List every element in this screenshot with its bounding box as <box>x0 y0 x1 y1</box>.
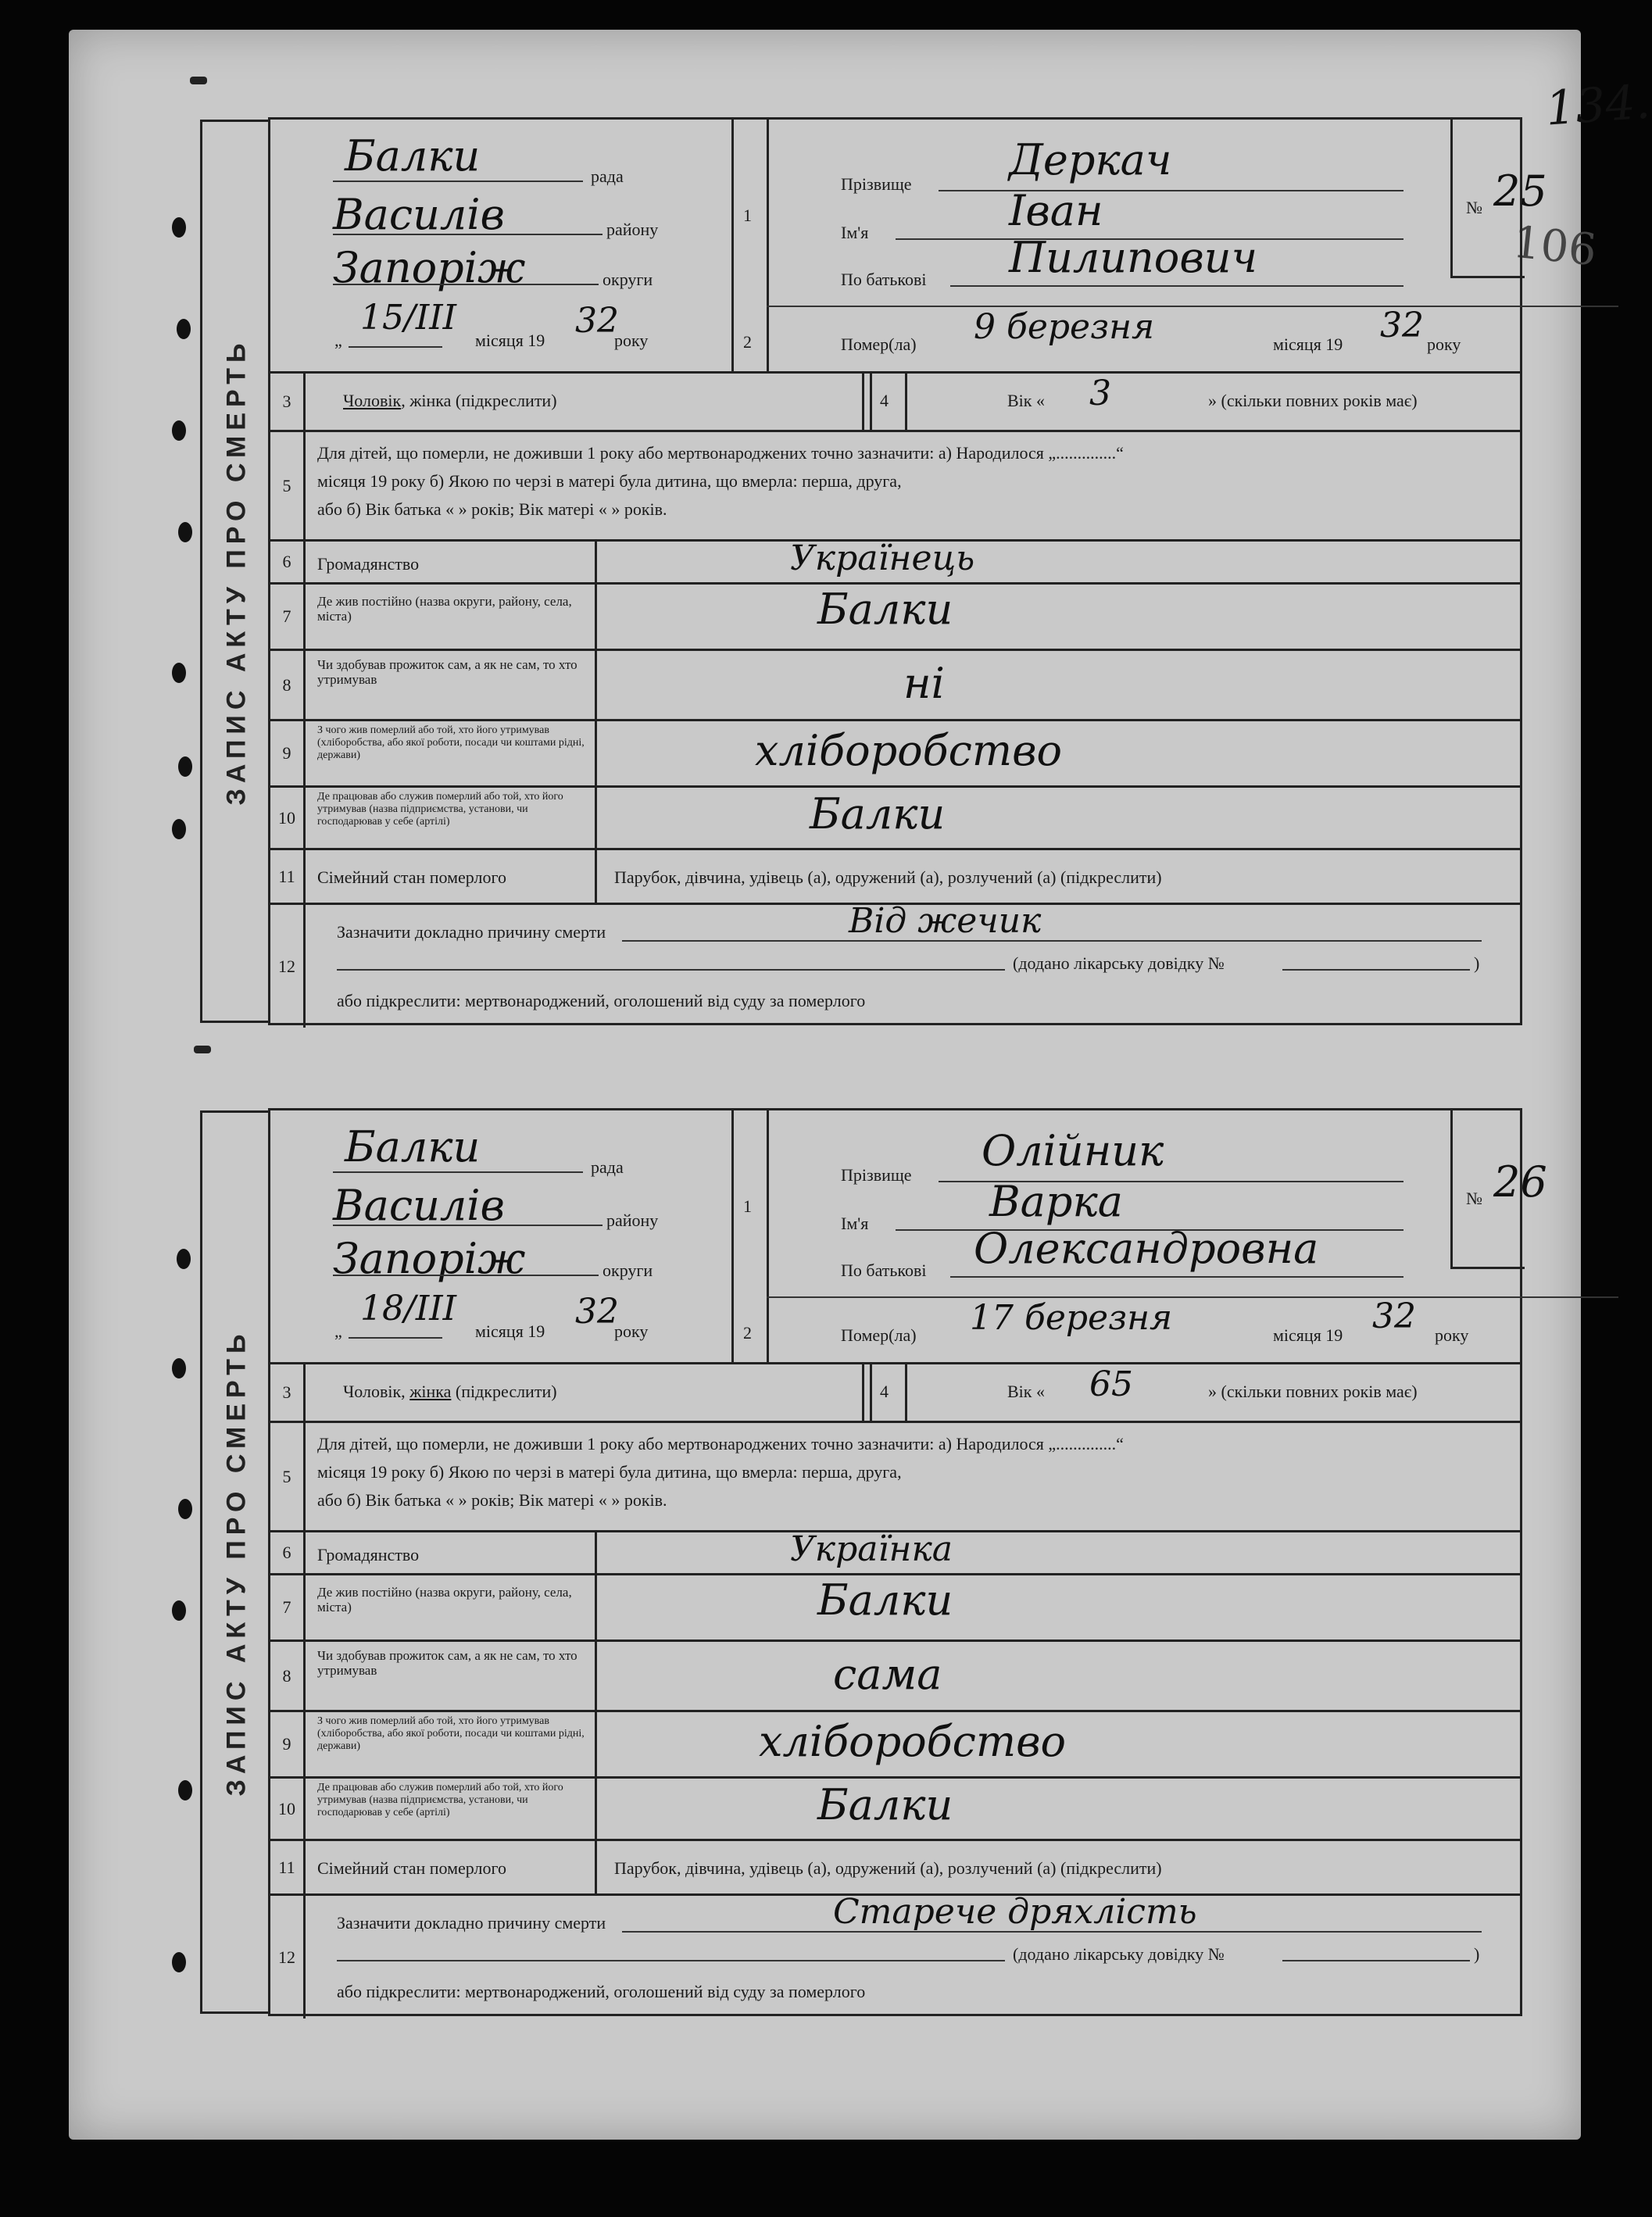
cause-of-death-row <box>270 901 1520 1028</box>
cause-of-death-row <box>270 1892 1520 2019</box>
citizenship-value: Українець <box>790 538 975 578</box>
marital-status-row <box>270 1841 1520 1896</box>
surname-value: Деркач <box>1009 135 1172 184</box>
certificate-label: (додано лікарську довідку № <box>1013 953 1225 973</box>
district-value: Василів <box>333 1181 505 1230</box>
surname-label: Прізвище <box>841 1165 912 1185</box>
document-page <box>69 30 1652 2140</box>
age-label: Вік « <box>1007 1382 1045 1401</box>
surname-label: Прізвище <box>841 174 912 194</box>
marital-status-label: Сімейний стан померлого <box>317 867 506 887</box>
record-number-label: № <box>1466 198 1482 217</box>
binding-hole <box>172 1952 186 1972</box>
workplace-value: Балки <box>810 789 946 839</box>
infant-line-2: місяця 19 року б) Якою по черзі в матері була дитина, що вмерла: перша, друга, <box>317 1462 902 1482</box>
occupation-value: хліборобство <box>755 726 1063 775</box>
name-label: Ім'я <box>841 223 869 242</box>
date-prefix: „ <box>334 331 342 350</box>
margin-number: 106 <box>1510 216 1599 277</box>
binding-hole <box>172 819 186 839</box>
date-prefix: „ <box>334 1321 342 1341</box>
registration-year-value: 32 <box>575 301 619 341</box>
row-number: 8 <box>270 651 306 719</box>
sex-age-row <box>270 374 1520 432</box>
infant-line-3: або б) Вік батька « » років; Вік матері « » років. <box>317 499 667 519</box>
row-number: 12 <box>270 905 306 1028</box>
infant-line-1: Для дітей, що померли, не доживши 1 року або мертвонароджених точно зазначити: а) Народилося „..............“ <box>317 443 1124 463</box>
record-number-value: 26 <box>1493 1157 1547 1207</box>
binding-hole <box>178 522 192 542</box>
okrug-value: Запоріж <box>333 1234 526 1283</box>
age-suffix-label: » (скільки повних років має) <box>1208 1382 1418 1401</box>
row-number: 9 <box>270 1712 306 1776</box>
infant-line-3: або б) Вік батька « » років; Вік матері « » років. <box>317 1490 667 1510</box>
death-year-value: 32 <box>1380 306 1424 345</box>
residence-row <box>270 1575 1520 1642</box>
registration-date-value: 15/III <box>360 298 456 338</box>
row-number: 2 <box>743 332 752 352</box>
workplace-label: Де працював або служив померлий або той, хто його утримував (назва підприємства, установи, чи господарював у себе (артілі) <box>317 791 563 828</box>
cause-value: Старече дряхлість <box>833 1892 1197 1932</box>
sex-label: Чоловік, жінка (підкреслити) <box>343 1382 557 1401</box>
row-number: 2 <box>743 1323 752 1343</box>
patronymic-label: По батькові <box>841 1260 927 1280</box>
residence-row <box>270 585 1520 651</box>
livelihood-label: Чи здобував прожиток сам, а як не сам, то хто утримував <box>317 657 577 687</box>
sex-age-row <box>270 1364 1520 1423</box>
residence-label: Де жив постійно (назва округи, району, села, міста) <box>317 1585 572 1614</box>
age-value: 3 <box>1089 374 1111 413</box>
header-row <box>270 120 1547 374</box>
row-number: 11 <box>270 1841 306 1893</box>
cause-label: Зазначити докладно причину смерти <box>337 1913 606 1933</box>
paper-tear <box>194 1046 211 1053</box>
name-label: Ім'я <box>841 1214 869 1233</box>
name-value: Варка <box>989 1177 1123 1226</box>
died-label: Помер(ла) <box>841 334 917 354</box>
age-suffix-label: » (скільки повних років має) <box>1208 391 1418 410</box>
infant-details-row <box>270 1423 1520 1532</box>
certificate-close: ) <box>1474 1944 1480 1964</box>
binding-hole <box>177 319 191 339</box>
council-value: Балки <box>345 1122 481 1171</box>
residence-value: Балки <box>817 1575 953 1625</box>
occupation-row <box>270 1712 1520 1779</box>
registration-year-value: 32 <box>575 1292 619 1332</box>
row-number: 6 <box>270 1532 306 1573</box>
died-month-label: місяця 19 <box>1273 1325 1343 1345</box>
date-month-label: місяця 19 <box>475 331 545 350</box>
livelihood-row <box>270 651 1520 721</box>
date-year-label: року <box>614 1321 649 1341</box>
row-number: 4 <box>880 1382 889 1401</box>
death-record-26 <box>221 1108 1547 2016</box>
citizenship-label: Громадянство <box>317 554 420 574</box>
citizenship-label: Громадянство <box>317 1545 420 1564</box>
occupation-row <box>270 721 1520 788</box>
council-label: рада <box>591 166 624 186</box>
binding-hole <box>172 663 186 683</box>
livelihood-row <box>270 1642 1520 1712</box>
district-value: Василів <box>333 190 505 239</box>
row-number: 1 <box>743 206 752 225</box>
binding-hole <box>172 420 186 441</box>
workplace-label: Де працював або служив померлий або той, хто його утримував (назва підприємства, установи, чи господарював у себе (артілі) <box>317 1782 563 1818</box>
occupation-value: хліборобство <box>759 1717 1067 1766</box>
marital-status-row <box>270 850 1520 905</box>
occupation-label: З чого жив померлий або той, хто його утримував (хліборобства, або якої роботи, посади чи коштами рідні, держави) <box>317 724 585 761</box>
row-number: 12 <box>270 1896 306 2019</box>
record-number-label: № <box>1466 1189 1482 1208</box>
certificate-close: ) <box>1474 953 1480 973</box>
death-date-value: 17 березня <box>970 1298 1173 1338</box>
residence-label: Де жив постійно (назва округи, району, села, міста) <box>317 594 572 624</box>
citizenship-value: Українка <box>790 1529 953 1569</box>
okrug-label: округи <box>603 270 653 289</box>
death-year-value: 32 <box>1372 1296 1416 1336</box>
died-label: Помер(ла) <box>841 1325 917 1345</box>
marital-status-label: Сімейний стан померлого <box>317 1858 506 1878</box>
infant-details-row <box>270 432 1520 542</box>
row-number: 10 <box>270 788 306 848</box>
paper-tear <box>190 77 207 84</box>
infant-line-2: місяця 19 року б) Якою по черзі в матері була дитина, що вмерла: перша, друга, <box>317 471 902 491</box>
side-title: ЗАПИС АКТУ ПРО СМЕРТЬ <box>200 120 270 1023</box>
binding-hole <box>172 1600 186 1621</box>
residence-value: Балки <box>817 585 953 634</box>
certificate-label: (додано лікарську довідку № <box>1013 1944 1225 1964</box>
workplace-row <box>270 788 1520 850</box>
stillborn-label: або підкреслити: мертвонароджений, оголошений від суду за померлого <box>337 991 866 1010</box>
patronymic-value: Пилипович <box>1009 233 1258 282</box>
header-row <box>270 1110 1547 1364</box>
died-month-label: місяця 19 <box>1273 334 1343 354</box>
row-number: 4 <box>880 391 889 410</box>
name-value: Іван <box>1009 186 1103 235</box>
patronymic-value: Олександровна <box>974 1224 1319 1273</box>
row-number: 8 <box>270 1642 306 1710</box>
binding-hole <box>178 1780 192 1800</box>
livelihood-value: сама <box>833 1650 942 1699</box>
infant-line-1: Для дітей, що померли, не доживши 1 року або мертвонароджених точно зазначити: а) Народилося „..............“ <box>317 1434 1124 1454</box>
council-label: рада <box>591 1157 624 1177</box>
row-number: 6 <box>270 542 306 582</box>
death-date-value: 9 березня <box>974 307 1155 347</box>
died-year-label: року <box>1435 1325 1469 1345</box>
citizenship-row <box>270 1529 1520 1575</box>
workplace-row <box>270 1779 1520 1841</box>
binding-hole <box>172 217 186 238</box>
cause-label: Зазначити докладно причину смерти <box>337 922 606 942</box>
marital-status-options: Парубок, дівчина, удівець (а), одружений (а), розлучений (а) (підкреслити) <box>614 1858 1162 1878</box>
row-number: 5 <box>270 1423 306 1530</box>
side-title: ЗАПИС АКТУ ПРО СМЕРТЬ <box>200 1110 270 2014</box>
council-value: Балки <box>345 131 481 181</box>
row-number: 9 <box>270 721 306 785</box>
binding-hole <box>178 756 192 777</box>
sex-label: Чоловік, жінка (підкреслити) <box>343 391 557 410</box>
registration-date-value: 18/III <box>360 1289 456 1328</box>
row-number: 11 <box>270 850 306 903</box>
citizenship-row <box>270 538 1520 585</box>
stillborn-label: або підкреслити: мертвонароджений, оголошений від суду за померлого <box>337 1982 866 2001</box>
record-number-value: 25 <box>1493 166 1547 216</box>
row-number: 3 <box>270 1364 306 1421</box>
cause-value: Від жечик <box>849 901 1042 941</box>
occupation-label: З чого жив померлий або той, хто його утримував (хліборобства, або якої роботи, посади чи коштами рідні, держави) <box>317 1715 585 1752</box>
district-label: району <box>606 1210 659 1230</box>
page-number: 134. <box>1543 74 1652 137</box>
row-number: 10 <box>270 1779 306 1839</box>
workplace-value: Балки <box>817 1780 953 1829</box>
livelihood-label: Чи здобував прожиток сам, а як не сам, то хто утримував <box>317 1648 577 1678</box>
binding-hole <box>178 1499 192 1519</box>
death-record-25 <box>221 117 1547 1025</box>
okrug-label: округи <box>603 1260 653 1280</box>
marital-status-options: Парубок, дівчина, удівець (а), одружений (а), розлучений (а) (підкреслити) <box>614 867 1162 887</box>
died-year-label: року <box>1427 334 1461 354</box>
date-month-label: місяця 19 <box>475 1321 545 1341</box>
row-number: 7 <box>270 1575 306 1640</box>
age-label: Вік « <box>1007 391 1045 410</box>
date-year-label: року <box>614 331 649 350</box>
okrug-value: Запоріж <box>333 243 526 292</box>
row-number: 1 <box>743 1196 752 1216</box>
patronymic-label: По батькові <box>841 270 927 289</box>
surname-value: Олійник <box>982 1126 1164 1175</box>
district-label: району <box>606 220 659 239</box>
row-number: 3 <box>270 374 306 430</box>
binding-hole <box>172 1358 186 1378</box>
row-number: 7 <box>270 585 306 649</box>
binding-hole <box>177 1249 191 1269</box>
age-value: 65 <box>1089 1364 1133 1404</box>
livelihood-value: ні <box>903 659 945 708</box>
row-number: 5 <box>270 432 306 539</box>
